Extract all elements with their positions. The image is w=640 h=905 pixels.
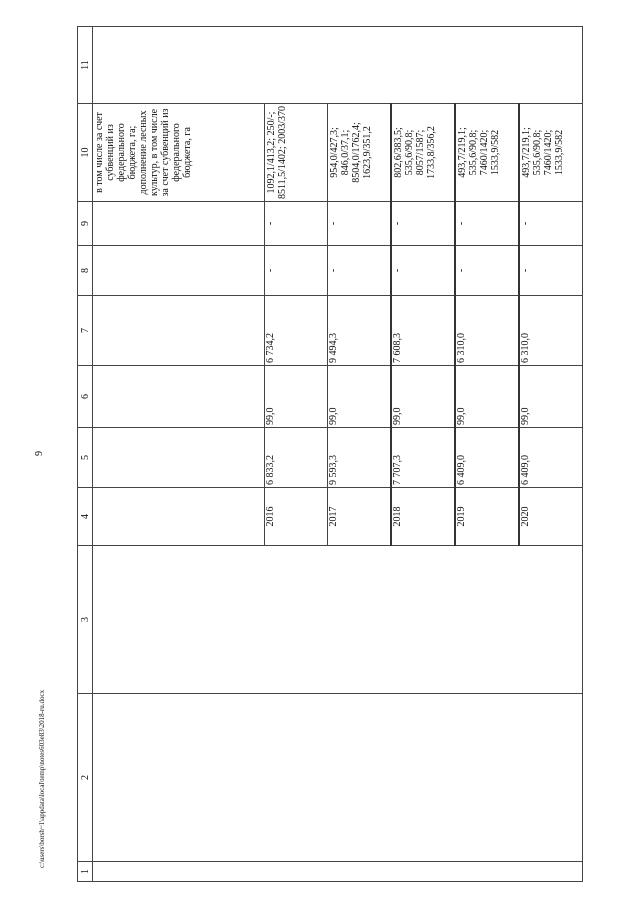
value-cell: 9 494,3 [328,296,392,366]
col-header-11: 11 [78,27,93,104]
intro-cell: в том числе за счет субвенций из федерального бюджета, га; дополнение лесных культур, в том числе за счет субвенций из федерального бюджета, га [93,104,265,202]
col-header-7: 7 [78,296,93,366]
value-cell: 6 734,2 [265,296,328,366]
value-cell: 6 833,2 [265,428,328,488]
value-cell: 7 608,3 [391,296,455,366]
year-cell: 2020 [519,488,583,546]
col-header-8: 8 [78,246,93,296]
value-cell: 99,0 [391,366,455,428]
value-cell: - [265,202,328,246]
year-cell: 2016 [265,488,328,546]
table-cell [93,202,265,246]
value-cell: - [328,246,392,296]
col-header-2: 2 [78,694,93,862]
value-cell: - [519,246,583,296]
value-cell: 7 707,3 [391,428,455,488]
table-row [93,27,265,882]
value-cell: 6 409,0 [455,428,519,488]
value-cell: - [391,246,455,296]
value-cell: 99,0 [328,366,392,428]
table-cell [93,694,583,862]
table-cell [93,246,265,296]
value-cell: 9 593,3 [328,428,392,488]
value-cell: 802,6/383,5; 535,6/90,8; 8057/1587; 1733,8/356,2 [391,104,455,202]
value-cell: 6 409,0 [519,428,583,488]
table-cell [93,862,583,882]
col-header-1: 1 [78,862,93,882]
value-cell: 6 310,0 [455,296,519,366]
file-path: c:\users\borsh~1\appdata\local\temp\notes603e83\2018-ru.docx [38,689,46,868]
header-row [78,27,93,882]
year-cell: 2019 [455,488,519,546]
table-cell [93,546,583,694]
data-table [77,26,583,882]
value-cell: 99,0 [265,366,328,428]
value-cell: 6 310,0 [519,296,583,366]
table-cell [93,27,583,104]
col-header-3: 3 [78,546,93,694]
value-cell: 493,7/219,1; 535,6/90,8; 7460/1420; 1533,9/582 [519,104,583,202]
year-cell: 2017 [328,488,392,546]
value-cell: 99,0 [519,366,583,428]
table-cell [93,488,265,546]
col-header-9: 9 [78,202,93,246]
col-header-4: 4 [78,488,93,546]
value-cell: - [455,246,519,296]
value-cell: - [455,202,519,246]
col-header-5: 5 [78,428,93,488]
rotated-table-container [77,27,577,882]
value-cell: 493,7/219,1; 535,6/90,8; 7460/1420; 1533,9/582 [455,104,519,202]
value-cell: 99,0 [455,366,519,428]
page-number: 9 [34,451,45,456]
value-cell: 954,0/427,3; 846,0/37,1; 8504,0/1762,4; 1623,9/351,2 [328,104,392,202]
value-cell: - [519,202,583,246]
value-cell: - [328,202,392,246]
year-cell: 2018 [391,488,455,546]
table-cell [93,366,265,428]
value-cell: 1092,1/413,2; 250/-; 8511,5/1402; 2003/370 [265,104,328,202]
value-cell: - [265,246,328,296]
col-header-6: 6 [78,366,93,428]
table-cell [93,428,265,488]
col-header-10: 10 [78,104,93,202]
value-cell: - [391,202,455,246]
table-cell [93,296,265,366]
